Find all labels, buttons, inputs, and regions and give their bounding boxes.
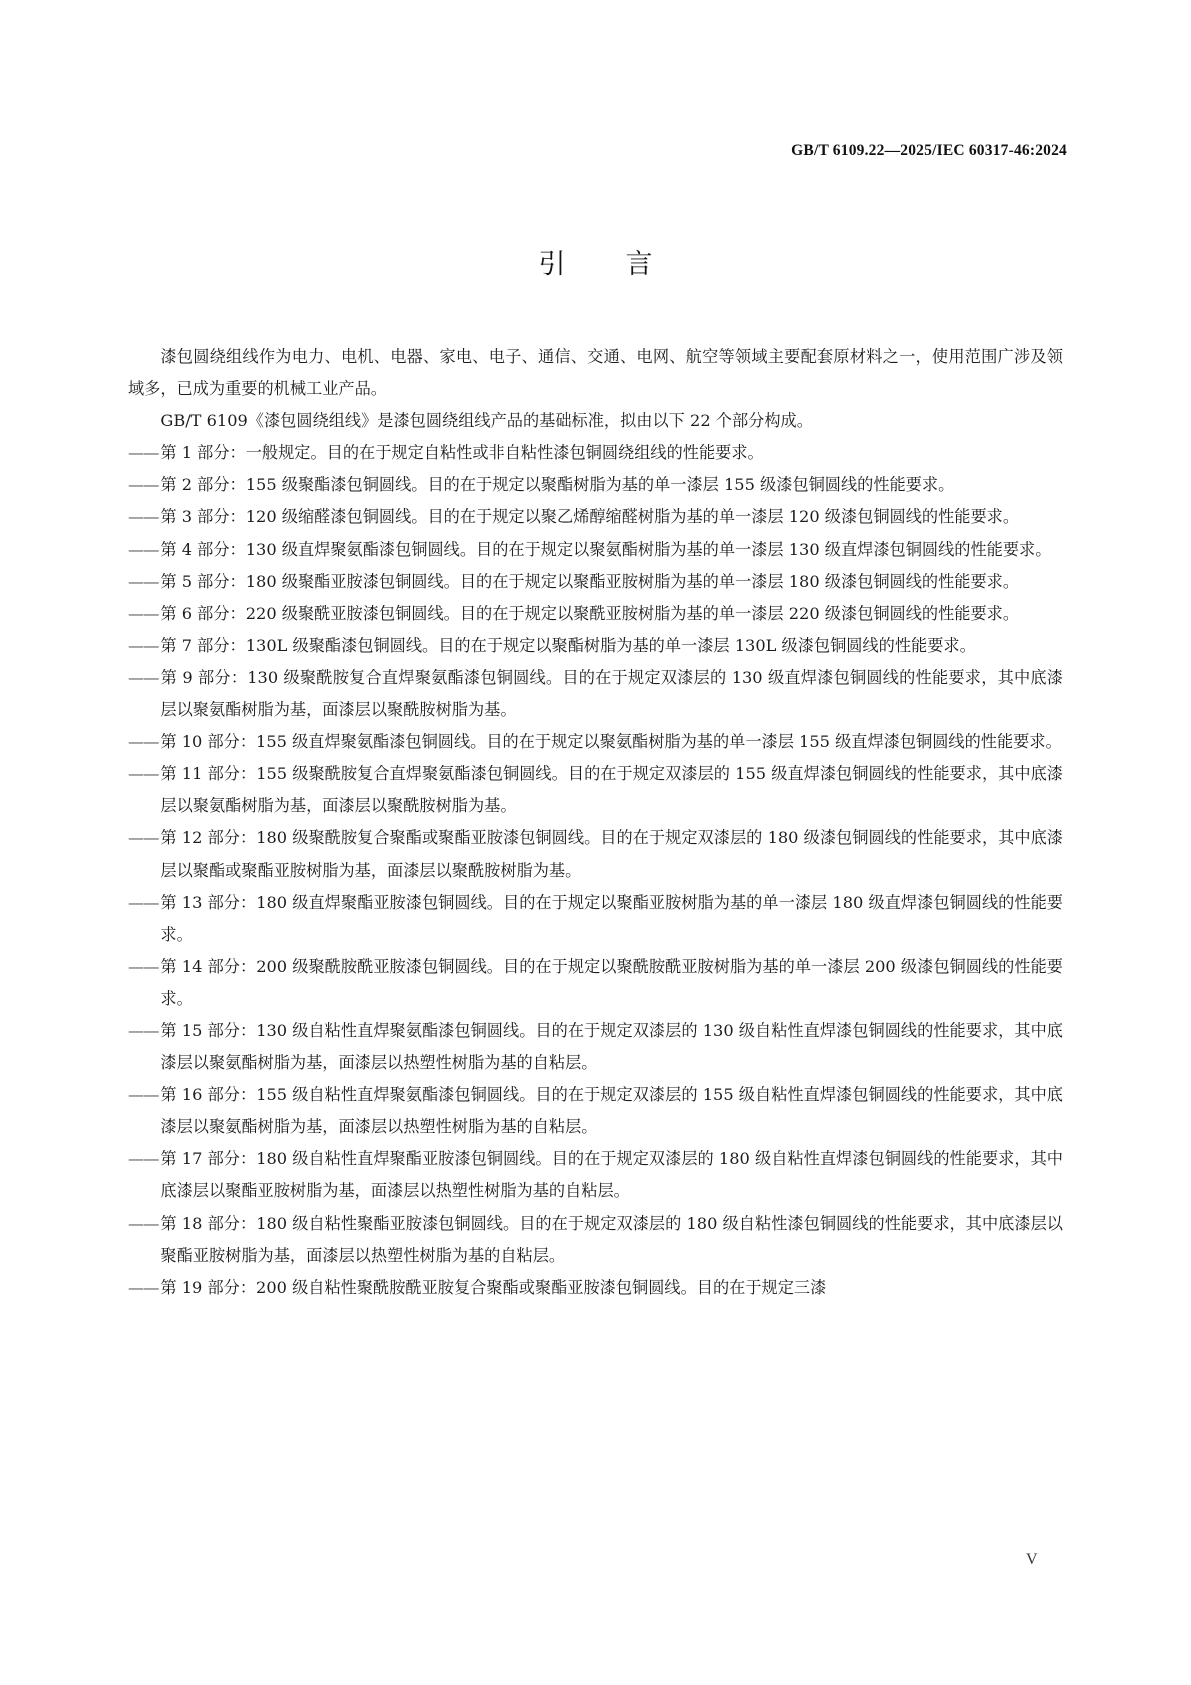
list-item-text: 第 7 部分：130L 级聚酯漆包铜圆线。目的在于规定以聚酯树脂为基的单一漆层 130L 级漆包铜圆线的性能要求。 bbox=[160, 635, 976, 655]
dash-marker: —— bbox=[128, 603, 159, 623]
dash-marker: —— bbox=[128, 1277, 159, 1297]
dash-marker: —— bbox=[128, 892, 159, 912]
list-item bbox=[128, 1272, 1063, 1304]
list-item bbox=[128, 437, 1063, 469]
list-item bbox=[128, 951, 1063, 1015]
list-item bbox=[128, 1015, 1063, 1079]
list-item bbox=[128, 1208, 1063, 1272]
list-item bbox=[128, 534, 1063, 566]
list-item-text: 第 5 部分：180 级聚酯亚胺漆包铜圆线。目的在于规定以聚酯亚胺树脂为基的单一漆层 180 级漆包铜圆线的性能要求。 bbox=[160, 571, 1020, 591]
list-item-text: 第 18 部分：180 级自粘性聚酯亚胺漆包铜圆线。目的在于规定双漆层的 180 级自粘性漆包铜圆线的性能要求，其中底漆层以聚酯亚胺树脂为基，面漆层以热塑性树脂为基的自粘层。 bbox=[160, 1213, 1063, 1265]
standard-code-header: GB/T 6109.22—2025/IEC 60317-46:2024 bbox=[791, 142, 1067, 159]
page-number: V bbox=[1026, 1551, 1038, 1568]
list-item bbox=[128, 598, 1063, 630]
list-item bbox=[128, 501, 1063, 533]
intro-paragraph-2: GB/T 6109《漆包圆绕组线》是漆包圆绕组线产品的基础标准，拟由以下 22 个部分构成。 bbox=[160, 411, 813, 431]
dash-marker: —— bbox=[128, 1085, 159, 1105]
list-item-text: 第 6 部分：220 级聚酰亚胺漆包铜圆线。目的在于规定以聚酰亚胺树脂为基的单一漆层 220 级漆包铜圆线的性能要求。 bbox=[160, 603, 1020, 623]
dash-marker: —— bbox=[128, 1213, 159, 1233]
list-item-text: 第 1 部分：一般规定。目的在于规定自粘性或非自粘性漆包铜圆绕组线的性能要求。 bbox=[160, 443, 764, 463]
list-item-text: 第 13 部分：180 级直焊聚酯亚胺漆包铜圆线。目的在于规定以聚酯亚胺树脂为基的单一漆层 180 级直焊漆包铜圆线的性能要求。 bbox=[160, 892, 1063, 944]
dash-marker: —— bbox=[128, 956, 159, 976]
dash-marker: —— bbox=[128, 571, 159, 591]
list-item bbox=[128, 758, 1063, 822]
intro-paragraph-1: 漆包圆绕组线作为电力、电机、电器、家电、电子、通信、交通、电网、航空等领域主要配套原材料之一，使用范围广涉及领域多，已成为重要的机械工业产品。 bbox=[128, 347, 1063, 399]
page-title: 引言 bbox=[538, 249, 713, 280]
list-item-text: 第 4 部分：130 级直焊聚氨酯漆包铜圆线。目的在于规定以聚氨酯树脂为基的单一漆层 130 级直焊漆包铜圆线的性能要求。 bbox=[160, 539, 1052, 559]
dash-marker: —— bbox=[128, 732, 159, 752]
list-item bbox=[128, 1079, 1063, 1143]
dash-marker: —— bbox=[128, 1020, 159, 1040]
list-item bbox=[128, 726, 1063, 758]
list-item bbox=[128, 469, 1063, 501]
dash-marker: —— bbox=[128, 764, 159, 784]
dash-marker: —— bbox=[128, 667, 159, 687]
dash-marker: —— bbox=[128, 635, 159, 655]
parts-list bbox=[128, 437, 1063, 1304]
list-item bbox=[128, 887, 1063, 951]
dash-marker: —— bbox=[128, 828, 159, 848]
dash-marker: —— bbox=[128, 1149, 159, 1169]
list-item bbox=[128, 1143, 1063, 1207]
list-item bbox=[128, 566, 1063, 598]
dash-marker: —— bbox=[128, 539, 159, 559]
list-item-text: 第 16 部分：155 级自粘性直焊聚氨酯漆包铜圆线。目的在于规定双漆层的 155 级自粘性直焊漆包铜圆线的性能要求，其中底漆层以聚氨酯树脂为基，面漆层以热塑性树脂为基的自粘层。 bbox=[160, 1085, 1063, 1137]
list-item bbox=[128, 630, 1063, 662]
list-item-text: 第 10 部分：155 级直焊聚氨酯漆包铜圆线。目的在于规定以聚氨酯树脂为基的单一漆层 155 级直焊漆包铜圆线的性能要求。 bbox=[160, 732, 1062, 752]
list-item bbox=[128, 822, 1063, 886]
list-item-text: 第 14 部分：200 级聚酰胺酰亚胺漆包铜圆线。目的在于规定以聚酰胺酰亚胺树脂为基的单一漆层 200 级漆包铜圆线的性能要求。 bbox=[160, 956, 1063, 1008]
list-item-text: 第 9 部分：130 级聚酰胺复合直焊聚氨酯漆包铜圆线。目的在于规定双漆层的 130 级直焊漆包铜圆线的性能要求，其中底漆层以聚氨酯树脂为基，面漆层以聚酰胺树脂为基。 bbox=[160, 667, 1063, 720]
document-body bbox=[128, 341, 1063, 1304]
list-item-text: 第 2 部分：155 级聚酯漆包铜圆线。目的在于规定以聚酯树脂为基的单一漆层 155 级漆包铜圆线的性能要求。 bbox=[160, 475, 955, 495]
list-item-text: 第 19 部分：200 级自粘性聚酰胺酰亚胺复合聚酯或聚酯亚胺漆包铜圆线。目的在于规定三漆 bbox=[160, 1277, 827, 1297]
list-item-text: 第 11 部分：155 级聚酰胺复合直焊聚氨酯漆包铜圆线。目的在于规定双漆层的 155 级直焊漆包铜圆线的性能要求，其中底漆层以聚氨酯树脂为基，面漆层以聚酰胺树脂为基。 bbox=[160, 764, 1063, 816]
dash-marker: —— bbox=[128, 443, 159, 463]
list-item-text: 第 12 部分：180 级聚酰胺复合聚酯或聚酯亚胺漆包铜圆线。目的在于规定双漆层的 180 级漆包铜圆线的性能要求，其中底漆层以聚酯或聚酯亚胺树脂为基，面漆层以聚酰胺树脂为基。 bbox=[160, 828, 1063, 880]
dash-marker: —— bbox=[128, 475, 159, 495]
dash-marker: —— bbox=[128, 507, 159, 527]
list-item-text: 第 15 部分：130 级自粘性直焊聚氨酯漆包铜圆线。目的在于规定双漆层的 130 级自粘性直焊漆包铜圆线的性能要求，其中底漆层以聚氨酯树脂为基，面漆层以热塑性树脂为基的自粘层。 bbox=[160, 1020, 1063, 1073]
list-item bbox=[128, 662, 1063, 726]
list-item-text: 第 17 部分：180 级自粘性直焊聚酯亚胺漆包铜圆线。目的在于规定双漆层的 180 级自粘性直焊漆包铜圆线的性能要求，其中底漆层以聚酯亚胺树脂为基，面漆层以热塑性树脂为基的自粘层。 bbox=[160, 1149, 1063, 1201]
list-item-text: 第 3 部分：120 级缩醛漆包铜圆线。目的在于规定以聚乙烯醇缩醛树脂为基的单一漆层 120 级漆包铜圆线的性能要求。 bbox=[160, 507, 1020, 527]
